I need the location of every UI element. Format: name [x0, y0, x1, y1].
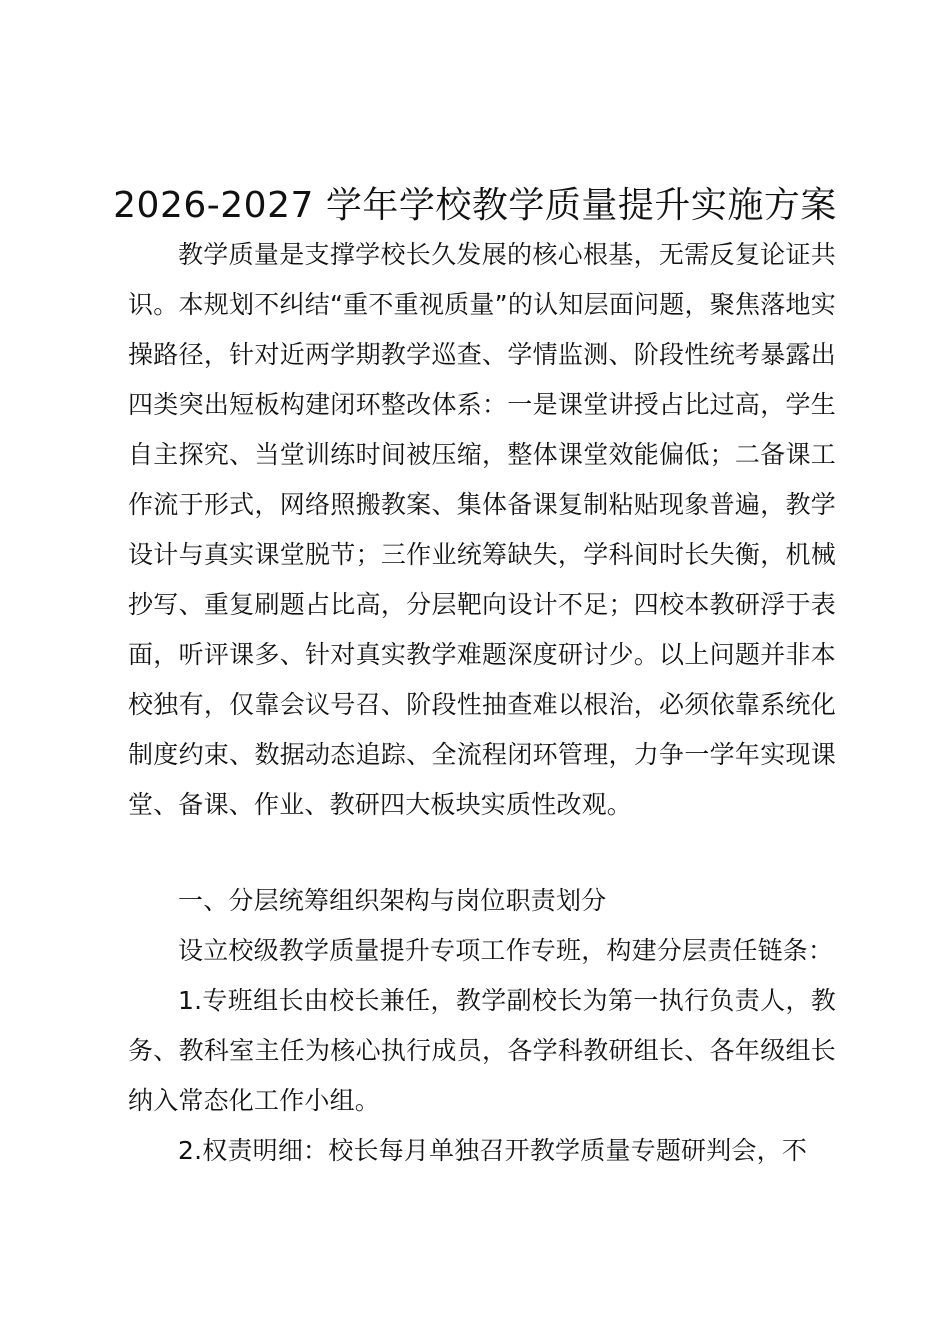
section-1-paragraph: 设立校级教学质量提升专项工作专班，构建分层责任链条： [178, 936, 834, 965]
section-heading-1: 一、分层统筹组织架构与岗位职责划分 [178, 886, 607, 915]
document-title: 2026-2027 学年学校教学质量提升实施方案 [113, 185, 837, 226]
list-item-1: 1.专班组长由校长兼任，教学副校长为第一执行负责人，教务、教科室主任为核心执行成员，各学科教研组长、各年级组长纳入常态化工作小组。 [128, 986, 836, 1115]
list-item-2: 2.权责明细：校长每月单独召开教学质量专题研判会，不 [178, 1136, 808, 1165]
intro-paragraph: 教学质量是支撑学校长久发展的核心根基，无需反复论证共识。本规划不纠结“重不重视质量”的认知层面问题，聚焦落地实操路径，针对近两学期教学巡查、学情监测、阶段性统考暴露出四类突出短板构建闭环整改体系：一是课堂讲授占比过高，学生自主探究、当堂训练时间被压缩，整体课堂效能偏低；二备课工作流于形式，网络照搬教案、集体备课复制粘贴现象普遍，教学设计与真实课堂脱节；三作业统筹缺失，学科间时长失衡，机械抄写、重复刷题占比高，分层靶向设计不足；四校本教研浮于表面，听评课多、针对真实教学难题深度研讨少。以上问题并非本校独有，仅靠会议号召、阶段性抽查难以根治，必须依靠系统化制度约束、数据动态追踪、全流程闭环管理，力争一学年实现课堂、备课、作业、教研四大板块实质性改观。 [128, 240, 836, 819]
